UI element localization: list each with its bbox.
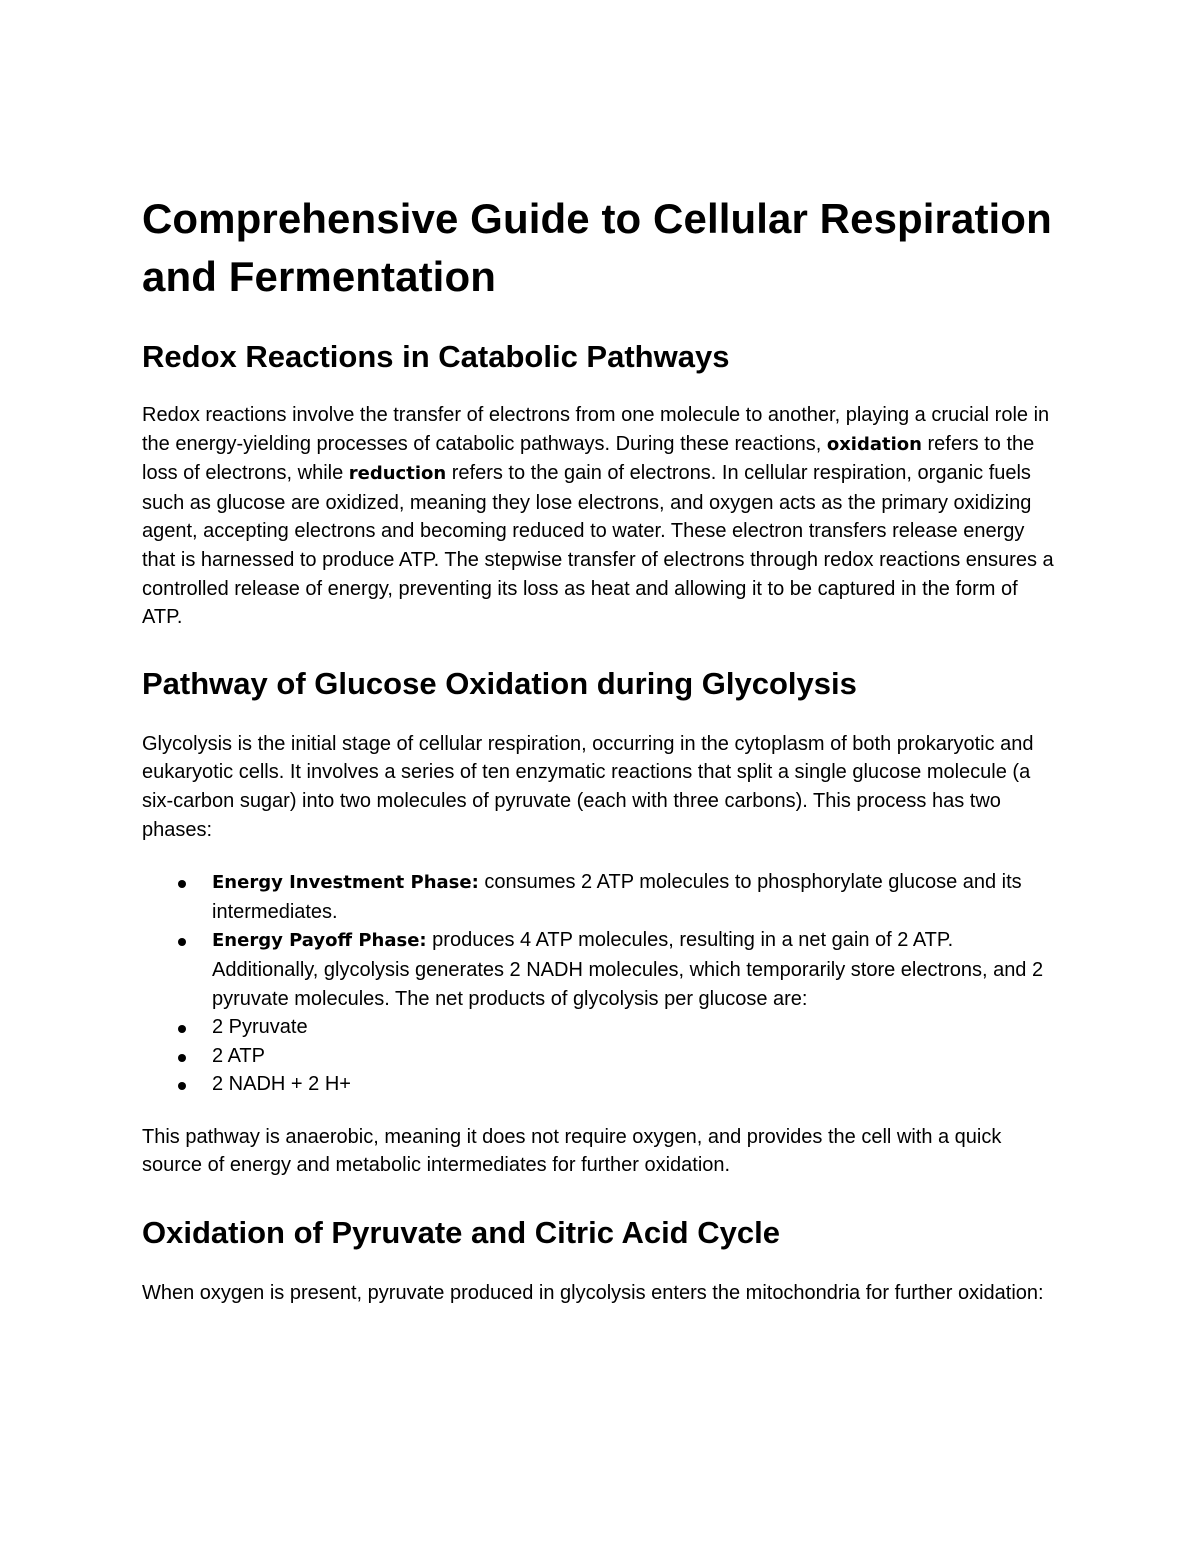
bullet-icon	[178, 880, 186, 888]
section-heading-glycolysis: Pathway of Glucose Oxidation during Glycolysis	[142, 665, 857, 701]
glycolysis-list	[142, 868, 1062, 1099]
redox-text-part2: refers to the loss of electrons, while	[142, 432, 1035, 485]
list-item-term: Energy Payoff Phase:	[212, 930, 427, 952]
list-item-payoff-phase	[212, 926, 1062, 1013]
bullet-icon	[178, 1082, 186, 1090]
list-item-text: 2 Pyruvate	[212, 1016, 308, 1039]
list-item-investment-phase	[212, 868, 1062, 926]
list-item-pyruvate	[212, 1013, 1062, 1042]
bullet-icon	[178, 1054, 186, 1062]
pyruvate-paragraph: When oxygen is present, pyruvate produced in glycolysis enters the mitochondria for further oxidation:	[142, 1282, 1044, 1305]
section-heading-pyruvate-oxidation: Oxidation of Pyruvate and Citric Acid Cycle	[142, 1215, 780, 1251]
document-page	[142, 190, 1062, 1308]
glycolysis-closing-paragraph: This pathway is anaerobic, meaning it does not require oxygen, and provides the cell with a quick source of energy and metabolic intermediates for further oxidation.	[142, 1125, 1002, 1177]
list-item-text: produces 4 ATP molecules, resulting in a net gain of 2 ATP. Additionally, glycolysis generates 2 NADH molecules, which temporarily store electrons, and 2 pyruvate molecules. The net products of glycolysis per glucose are:	[212, 929, 1044, 1010]
list-item-atp	[212, 1042, 1062, 1071]
list-item-term: Energy Investment Phase:	[212, 872, 479, 894]
term-oxidation: oxidation	[826, 433, 922, 455]
bullet-icon	[178, 1025, 186, 1033]
list-item-text: consumes 2 ATP molecules to phosphorylate glucose and its intermediates.	[212, 871, 1022, 923]
glycolysis-intro-paragraph: Glycolysis is the initial stage of cellular respiration, occurring in the cytoplasm of both prokaryotic and eukaryotic cells. It involves a series of ten enzymatic reactions that split a single glucose molecule (a six-carbon sugar) into two molecules of pyruvate (each with three carbons). This process has two phases:	[142, 732, 1034, 841]
document-title: Comprehensive Guide to Cellular Respiration and Fermentation	[142, 195, 1052, 300]
list-item-nadh	[212, 1070, 1062, 1099]
redox-text-part3: refers to the gain of electrons. In cellular respiration, organic fuels such as glucose are oxidized, meaning they lose electrons, and oxygen acts as the primary oxidizing agent, accepting electrons and becoming reduced to water. These electron transfers release energy that is harnessed to produce ATP. The stepwise transfer of electrons through redox reactions ensures a controlled release of energy, preventing its loss as heat and allowing it to be captured in the form of ATP.	[142, 462, 1054, 629]
bullet-icon	[178, 938, 186, 946]
section-heading-redox: Redox Reactions in Catabolic Pathways	[142, 339, 730, 374]
list-item-text: 2 NADH + 2 H+	[212, 1073, 351, 1096]
list-item-text: 2 ATP	[212, 1044, 265, 1067]
term-reduction: reduction	[348, 463, 447, 485]
redox-paragraph	[142, 401, 1062, 632]
redox-text-part1: Redox reactions involve the transfer of electrons from one molecule to another, playing a crucial role in the energy-yielding processes of catabolic pathways. During these reactions,	[142, 404, 1050, 455]
